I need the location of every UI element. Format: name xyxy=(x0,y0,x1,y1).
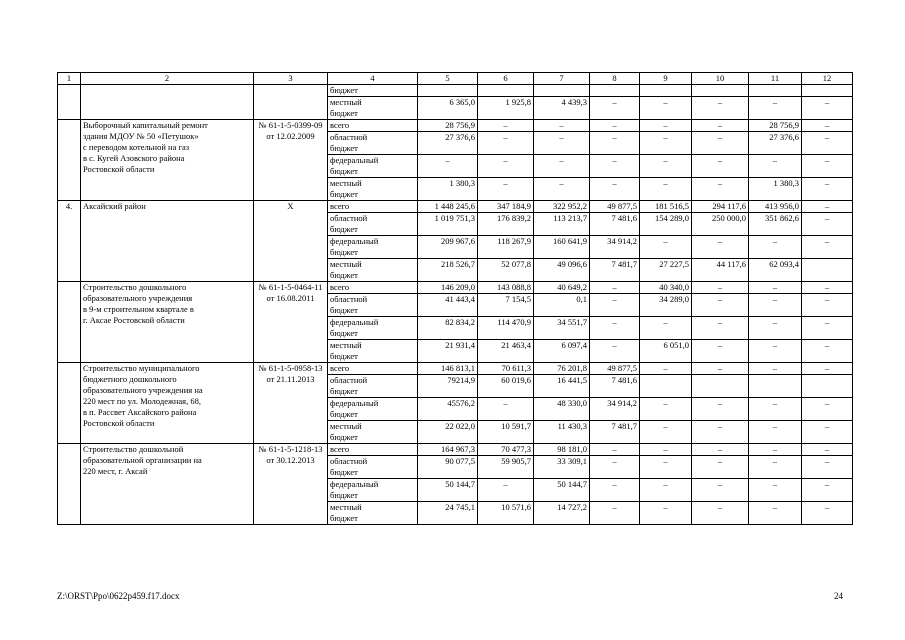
amount-cell: 164 967,3 xyxy=(418,444,478,456)
amount-cell: – xyxy=(640,479,692,502)
table-header-row xyxy=(58,73,853,85)
amount-cell: – xyxy=(749,398,802,421)
amount-cell: – xyxy=(590,479,640,502)
amount-cell: – xyxy=(590,444,640,456)
amount-cell: 7 481,7 xyxy=(590,421,640,444)
footer-file-path: Z:\ORST\Ppo\0622p459.f17.docx xyxy=(57,591,180,601)
amount-cell: 60 019,6 xyxy=(478,375,534,398)
amount-cell: – xyxy=(590,132,640,155)
amount-cell: – xyxy=(640,363,692,375)
amount-cell: 82 834,2 xyxy=(418,317,478,340)
amount-cell: – xyxy=(749,317,802,340)
amount-cell: 22 022,0 xyxy=(418,421,478,444)
budget-type: областной бюджет xyxy=(328,294,418,317)
item-number xyxy=(58,85,81,120)
column-number-header: 3 xyxy=(254,73,328,85)
amount-cell xyxy=(640,375,692,398)
object-name: Строительство муниципального бюджетного дошкольного образовательного учреждения на 220 мест по ул. Молодежная, 68, в п. Рассвет Аксайского района Ростовской области xyxy=(81,363,254,444)
amount-cell: 49 877,5 xyxy=(590,201,640,213)
budget-type: всего xyxy=(328,201,418,213)
document-reference: № 61-1-5-0958-13 от 21.11.2013 xyxy=(254,363,328,444)
amount-cell: – xyxy=(802,294,853,317)
amount-cell xyxy=(640,85,692,97)
amount-cell: – xyxy=(802,97,853,120)
amount-cell: 351 862,6 xyxy=(749,213,802,236)
amount-cell: – xyxy=(640,444,692,456)
amount-cell: – xyxy=(802,421,853,444)
table-row xyxy=(58,120,853,132)
amount-cell: – xyxy=(692,340,749,363)
amount-cell: – xyxy=(590,155,640,178)
table-row xyxy=(58,85,853,97)
amount-cell: – xyxy=(478,398,534,421)
amount-cell: 1 380,3 xyxy=(749,178,802,201)
amount-cell: 1 380,3 xyxy=(418,178,478,201)
amount-cell: 50 144,7 xyxy=(418,479,478,502)
column-number-header: 7 xyxy=(534,73,590,85)
amount-cell: 33 309,1 xyxy=(534,456,590,479)
amount-cell: – xyxy=(478,155,534,178)
amount-cell: 10 591,7 xyxy=(478,421,534,444)
amount-cell: – xyxy=(692,236,749,259)
amount-cell: – xyxy=(692,456,749,479)
amount-cell: – xyxy=(640,236,692,259)
amount-cell: 1 448 245,6 xyxy=(418,201,478,213)
amount-cell: 6 365,0 xyxy=(418,97,478,120)
amount-cell: – xyxy=(802,120,853,132)
budget-type: всего xyxy=(328,282,418,294)
amount-cell: – xyxy=(692,363,749,375)
object-name: Выборочный капитальный ремонт здания МДОУ № 50 «Петушок» с переводом котельной на газ в с. Кугей Азовского района Ростовской области xyxy=(81,120,254,201)
amount-cell: 70 477,3 xyxy=(478,444,534,456)
item-number xyxy=(58,120,81,201)
amount-cell: – xyxy=(749,456,802,479)
amount-cell: 34 914,2 xyxy=(590,398,640,421)
amount-cell: 59 905,7 xyxy=(478,456,534,479)
amount-cell: – xyxy=(692,317,749,340)
amount-cell: – xyxy=(640,421,692,444)
amount-cell: 143 088,8 xyxy=(478,282,534,294)
amount-cell: – xyxy=(692,479,749,502)
amount-cell: 6 051,0 xyxy=(640,340,692,363)
budget-type: областной бюджет xyxy=(328,456,418,479)
amount-cell: 218 526,7 xyxy=(418,259,478,282)
column-number-header: 9 xyxy=(640,73,692,85)
amount-cell: – xyxy=(640,97,692,120)
amount-cell: – xyxy=(749,363,802,375)
table-row xyxy=(58,282,853,294)
amount-cell: – xyxy=(749,421,802,444)
amount-cell: 27 376,6 xyxy=(418,132,478,155)
amount-cell xyxy=(802,85,853,97)
amount-cell: – xyxy=(802,479,853,502)
amount-cell: 40 340,0 xyxy=(640,282,692,294)
amount-cell: 50 144,7 xyxy=(534,479,590,502)
amount-cell: – xyxy=(418,155,478,178)
amount-cell: 76 201,8 xyxy=(534,363,590,375)
amount-cell: 45576,2 xyxy=(418,398,478,421)
amount-cell: 10 571,6 xyxy=(478,502,534,525)
amount-cell: 0,1 xyxy=(534,294,590,317)
amount-cell: – xyxy=(802,363,853,375)
amount-cell: – xyxy=(692,178,749,201)
amount-cell: 24 745,1 xyxy=(418,502,478,525)
amount-cell: – xyxy=(590,340,640,363)
budget-type: бюджет xyxy=(328,85,418,97)
amount-cell: – xyxy=(590,502,640,525)
amount-cell: 11 430,3 xyxy=(534,421,590,444)
page-number: 24 xyxy=(834,591,843,601)
amount-cell: – xyxy=(802,178,853,201)
amount-cell xyxy=(692,375,749,398)
amount-cell: 40 649,2 xyxy=(534,282,590,294)
amount-cell: – xyxy=(640,317,692,340)
table-row xyxy=(58,444,853,456)
document-reference: № 61-1-5-1218-13 от 30.12.2013 xyxy=(254,444,328,525)
amount-cell: 6 097,4 xyxy=(534,340,590,363)
amount-cell: 44 117,6 xyxy=(692,259,749,282)
item-number xyxy=(58,363,81,444)
column-number-header: 11 xyxy=(749,73,802,85)
amount-cell: 154 289,0 xyxy=(640,213,692,236)
column-number-header: 4 xyxy=(328,73,418,85)
amount-cell: 34 551,7 xyxy=(534,317,590,340)
object-name xyxy=(81,85,254,120)
amount-cell: 4 439,3 xyxy=(534,97,590,120)
amount-cell: – xyxy=(590,120,640,132)
column-number-header: 1 xyxy=(58,73,81,85)
amount-cell: 160 641,9 xyxy=(534,236,590,259)
budget-type: местный бюджет xyxy=(328,502,418,525)
amount-cell: – xyxy=(802,213,853,236)
budget-type: местный бюджет xyxy=(328,421,418,444)
amount-cell: 90 077,5 xyxy=(418,456,478,479)
amount-cell: – xyxy=(749,236,802,259)
amount-cell: – xyxy=(640,398,692,421)
amount-cell: 27 227,5 xyxy=(640,259,692,282)
amount-cell xyxy=(692,85,749,97)
amount-cell: – xyxy=(692,282,749,294)
amount-cell: 7 481,7 xyxy=(590,259,640,282)
amount-cell: 413 956,0 xyxy=(749,201,802,213)
amount-cell: 7 481,6 xyxy=(590,375,640,398)
budget-type: областной бюджет xyxy=(328,375,418,398)
amount-cell: – xyxy=(749,294,802,317)
object-name: Аксайский район xyxy=(81,201,254,282)
budget-type: федеральный бюджет xyxy=(328,398,418,421)
item-number xyxy=(58,282,81,363)
amount-cell: – xyxy=(692,120,749,132)
amount-cell: – xyxy=(802,155,853,178)
amount-cell: 41 443,4 xyxy=(418,294,478,317)
budget-type: местный бюджет xyxy=(328,340,418,363)
column-number-header: 5 xyxy=(418,73,478,85)
amount-cell: – xyxy=(534,120,590,132)
column-number-header: 12 xyxy=(802,73,853,85)
amount-cell: – xyxy=(534,178,590,201)
document-reference: № 61-1-5-0464-11 от 16.08.2011 xyxy=(254,282,328,363)
amount-cell: – xyxy=(478,178,534,201)
amount-cell: 347 184,9 xyxy=(478,201,534,213)
amount-cell: – xyxy=(478,120,534,132)
amount-cell: 49 877,5 xyxy=(590,363,640,375)
amount-cell: – xyxy=(692,502,749,525)
amount-cell: 79214,9 xyxy=(418,375,478,398)
item-number: 4. xyxy=(58,201,81,282)
amount-cell: – xyxy=(478,479,534,502)
amount-cell: – xyxy=(802,282,853,294)
amount-cell: 21 463,4 xyxy=(478,340,534,363)
amount-cell: – xyxy=(802,444,853,456)
budget-table xyxy=(57,72,853,525)
amount-cell: – xyxy=(590,282,640,294)
amount-cell: 34 914,2 xyxy=(590,236,640,259)
amount-cell: – xyxy=(749,155,802,178)
amount-cell: – xyxy=(749,282,802,294)
amount-cell: – xyxy=(802,132,853,155)
amount-cell: 34 289,0 xyxy=(640,294,692,317)
amount-cell: – xyxy=(640,502,692,525)
budget-type: областной бюджет xyxy=(328,213,418,236)
object-name: Строительство дошкольной образовательной организации на 220 мест, г. Аксай xyxy=(81,444,254,525)
amount-cell: 146 813,1 xyxy=(418,363,478,375)
budget-type: федеральный бюджет xyxy=(328,479,418,502)
budget-type: местный бюджет xyxy=(328,97,418,120)
amount-cell: 28 756,9 xyxy=(749,120,802,132)
amount-cell: – xyxy=(749,340,802,363)
amount-cell: – xyxy=(640,178,692,201)
amount-cell: – xyxy=(749,479,802,502)
amount-cell: 27 376,6 xyxy=(749,132,802,155)
amount-cell: – xyxy=(692,421,749,444)
amount-cell: 114 470,9 xyxy=(478,317,534,340)
amount-cell: 1 019 751,3 xyxy=(418,213,478,236)
budget-type: областной бюджет xyxy=(328,132,418,155)
amount-cell: – xyxy=(802,201,853,213)
amount-cell: 14 727,2 xyxy=(534,502,590,525)
amount-cell: – xyxy=(590,456,640,479)
amount-cell xyxy=(802,259,853,282)
amount-cell: 209 967,6 xyxy=(418,236,478,259)
amount-cell: – xyxy=(692,155,749,178)
budget-type: всего xyxy=(328,363,418,375)
budget-type: федеральный бюджет xyxy=(328,236,418,259)
budget-type: всего xyxy=(328,120,418,132)
amount-cell: – xyxy=(802,317,853,340)
amount-cell: 176 839,2 xyxy=(478,213,534,236)
amount-cell: – xyxy=(640,132,692,155)
amount-cell xyxy=(534,85,590,97)
column-number-header: 6 xyxy=(478,73,534,85)
amount-cell: 146 209,0 xyxy=(418,282,478,294)
amount-cell xyxy=(590,85,640,97)
column-number-header: 2 xyxy=(81,73,254,85)
amount-cell: – xyxy=(692,444,749,456)
amount-cell: 250 000,0 xyxy=(692,213,749,236)
item-number xyxy=(58,444,81,525)
amount-cell: 294 117,6 xyxy=(692,201,749,213)
amount-cell: – xyxy=(692,294,749,317)
amount-cell: – xyxy=(640,155,692,178)
amount-cell: 1 925,8 xyxy=(478,97,534,120)
amount-cell: 70 611,3 xyxy=(478,363,534,375)
amount-cell xyxy=(749,85,802,97)
amount-cell: – xyxy=(802,398,853,421)
column-number-header: 8 xyxy=(590,73,640,85)
amount-cell: – xyxy=(640,120,692,132)
amount-cell: – xyxy=(692,97,749,120)
amount-cell: – xyxy=(640,456,692,479)
amount-cell: 181 516,5 xyxy=(640,201,692,213)
amount-cell xyxy=(418,85,478,97)
budget-type: местный бюджет xyxy=(328,178,418,201)
document-reference: Х xyxy=(254,201,328,282)
amount-cell: – xyxy=(802,456,853,479)
amount-cell: – xyxy=(802,340,853,363)
amount-cell: 52 077,8 xyxy=(478,259,534,282)
amount-cell: 62 093,4 xyxy=(749,259,802,282)
amount-cell: – xyxy=(692,132,749,155)
amount-cell: – xyxy=(478,132,534,155)
table-row xyxy=(58,363,853,375)
column-number-header: 10 xyxy=(692,73,749,85)
amount-cell: 118 267,9 xyxy=(478,236,534,259)
amount-cell: 28 756,9 xyxy=(418,120,478,132)
amount-cell xyxy=(749,375,802,398)
budget-type: всего xyxy=(328,444,418,456)
amount-cell: 7 481,6 xyxy=(590,213,640,236)
amount-cell xyxy=(802,375,853,398)
amount-cell: 16 441,5 xyxy=(534,375,590,398)
amount-cell: – xyxy=(534,132,590,155)
amount-cell: 49 096,6 xyxy=(534,259,590,282)
amount-cell: – xyxy=(749,97,802,120)
amount-cell: – xyxy=(590,317,640,340)
document-reference: № 61-1-5-0399-09 от 12.02.2009 xyxy=(254,120,328,201)
amount-cell xyxy=(478,85,534,97)
amount-cell: – xyxy=(802,502,853,525)
amount-cell: 322 952,2 xyxy=(534,201,590,213)
amount-cell: 48 330,0 xyxy=(534,398,590,421)
amount-cell: – xyxy=(590,178,640,201)
amount-cell: 7 154,5 xyxy=(478,294,534,317)
budget-type: федеральный бюджет xyxy=(328,317,418,340)
amount-cell: 113 213,7 xyxy=(534,213,590,236)
amount-cell: 98 181,0 xyxy=(534,444,590,456)
amount-cell: – xyxy=(749,502,802,525)
amount-cell: – xyxy=(692,398,749,421)
amount-cell: – xyxy=(590,294,640,317)
document-reference xyxy=(254,85,328,120)
budget-type: местный бюджет xyxy=(328,259,418,282)
amount-cell: – xyxy=(534,155,590,178)
table-row xyxy=(58,201,853,213)
amount-cell: 21 931,4 xyxy=(418,340,478,363)
amount-cell: – xyxy=(590,97,640,120)
amount-cell: – xyxy=(749,444,802,456)
object-name: Строительство дошкольного образовательного учреждения в 9-м строительном квартале в г. Аксае Ростовской области xyxy=(81,282,254,363)
budget-type: федеральный бюджет xyxy=(328,155,418,178)
amount-cell: – xyxy=(802,236,853,259)
